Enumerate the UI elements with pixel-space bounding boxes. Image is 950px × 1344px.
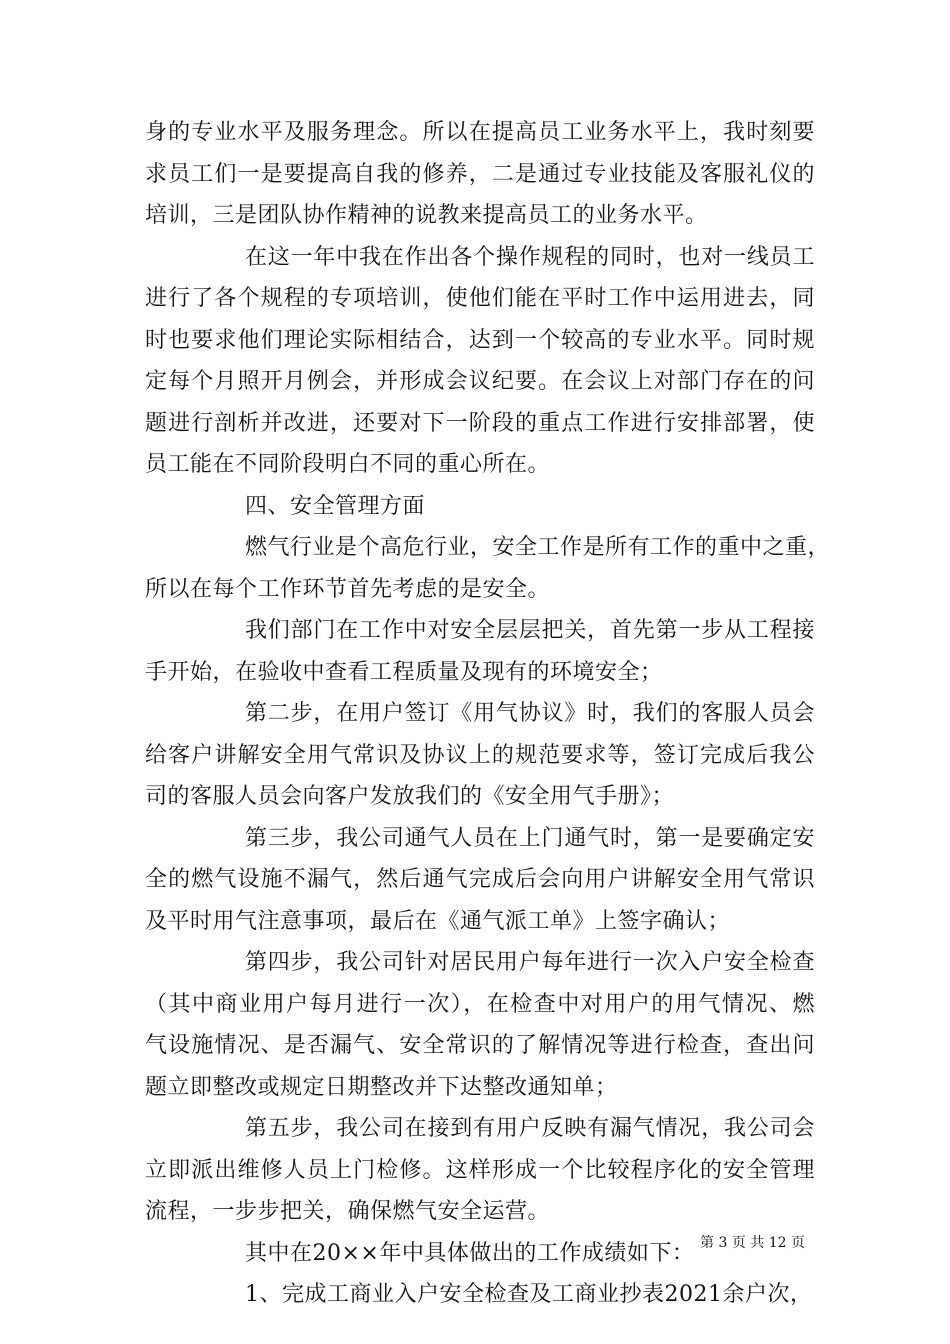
paragraph-first-line: 在这一年中我在作出各个操作规程的同时，也对一线员工 bbox=[245, 244, 815, 270]
text-line: 定每个月照开月例会，并形成会议纪要。在会议上对部门存在的问 bbox=[145, 369, 815, 394]
section-heading: 四、安全管理方面 bbox=[245, 493, 426, 519]
list-item: 1、完成工商业入户安全检查及工商业抄表2021余户次， bbox=[245, 1282, 813, 1307]
text-line: 所以在每个工作环节首先考虑的是安全。 bbox=[145, 576, 551, 602]
text-line: 题进行剖析并改进，还要对下一阶段的重点工作进行安排部署，使 bbox=[145, 410, 815, 436]
text-line: 司的客服人员会向客户发放我们的《安全用气手册》； bbox=[145, 784, 675, 809]
text-line: （其中商业用户每月进行一次），在检查中对用户的用气情况、燃 bbox=[145, 991, 815, 1017]
text-line: 立即派出维修人员上门检修。这样形成一个比较程序化的安全管理 bbox=[145, 1157, 815, 1183]
text-line: 培训，三是团队协作精神的说教来提高员工的业务水平。 bbox=[145, 203, 708, 228]
text-line: 手开始，在验收中查看工程质量及现有的环境安全； bbox=[145, 659, 663, 685]
body-text bbox=[145, 112, 831, 1316]
text-line: 员工能在不同阶段明白不同的重心所在。 bbox=[145, 452, 551, 477]
text-line: 气设施情况、是否漏气、安全常识的了解情况等进行检查，查出问 bbox=[145, 1033, 815, 1058]
paragraph-first-line: 第五步，我公司在接到有用户反映有漏气情况，我公司会 bbox=[245, 1116, 815, 1141]
paragraph-first-line: 燃气行业是个高危行业，安全工作是所有工作的重中之重， bbox=[245, 535, 831, 560]
paragraph-first-line: 第三步，我公司通气人员在上门通气时，第一是要确定安 bbox=[245, 825, 815, 851]
paragraph-first-line: 其中在20××年中具体做出的工作成绩如下： bbox=[245, 1240, 695, 1266]
text-line: 流程，一步步把关，确保燃气安全运营。 bbox=[145, 1199, 551, 1224]
paragraph-first-line: 第四步，我公司针对居民用户每年进行一次入户安全检查 bbox=[245, 950, 815, 975]
paragraph-first-line: 我们部门在工作中对安全层层把关，首先第一步从工程接 bbox=[245, 618, 815, 643]
text-line: 时也要求他们理论实际相结合，达到一个较高的专业水平。同时规 bbox=[145, 327, 815, 353]
page-number: 第 3 页 共 12 页 bbox=[700, 1235, 805, 1251]
text-line: 求员工们一是要提高自我的修养，二是通过专业技能及客服礼仪的 bbox=[145, 161, 815, 187]
text-line: 全的燃气设施不漏气，然后通气完成后会向用户讲解安全用气常识 bbox=[145, 867, 815, 892]
text-line: 身的专业水平及服务理念。所以在提高员工业务水平上，我时刻要 bbox=[145, 120, 815, 145]
text-line: 给客户讲解安全用气常识及协议上的规范要求等，签订完成后我公 bbox=[145, 742, 815, 768]
text-line: 进行了各个规程的专项培训，使他们能在平时工作中运用进去，同 bbox=[145, 286, 815, 311]
text-line: 题立即整改或规定日期整改并下达整改通知单； bbox=[145, 1074, 618, 1100]
text-line: 及平时用气注意事项，最后在《通气派工单》上签字确认； bbox=[145, 908, 731, 934]
paragraph-first-line: 第二步，在用户签订《用气协议》时，我们的客服人员会 bbox=[245, 701, 815, 726]
